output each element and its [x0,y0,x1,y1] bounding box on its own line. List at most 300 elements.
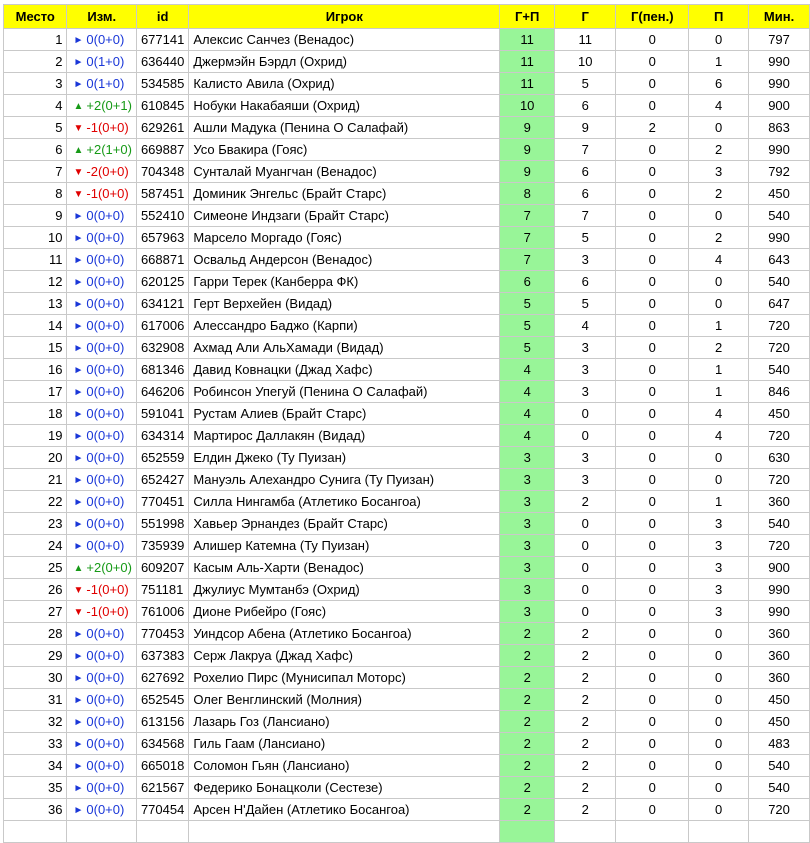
cell-goals-plus-assists[interactable]: 4 [500,381,555,403]
cell-player[interactable]: Алишер Катемна (Ту Пуизан) [189,535,500,557]
table-row[interactable] [4,337,810,359]
cell-change[interactable] [67,403,136,425]
table-row[interactable] [4,557,810,579]
cell-player[interactable]: Усо Бвакира (Гояс) [189,139,500,161]
cell-player[interactable]: Симеоне Индзаги (Брайт Старс) [189,205,500,227]
cell-player[interactable]: Доминик Энгельс (Брайт Старс) [189,183,500,205]
cell-change[interactable] [67,161,136,183]
cell-change[interactable] [67,601,136,623]
cell-assists[interactable]: 0 [689,623,749,645]
cell-minutes[interactable]: 990 [749,139,810,161]
cell-assists[interactable]: 1 [689,51,749,73]
cell-assists[interactable]: 0 [689,117,749,139]
cell-goals[interactable]: 3 [555,381,616,403]
cell-goals[interactable]: 2 [555,799,616,821]
cell-goals-plus-assists[interactable]: 2 [500,711,555,733]
cell-minutes[interactable]: 360 [749,645,810,667]
cell-place[interactable]: 1 [4,29,67,51]
cell-goals-plus-assists[interactable]: 9 [500,117,555,139]
cell-goals[interactable]: 6 [555,161,616,183]
table-row[interactable] [4,29,810,51]
cell-goals-plus-assists[interactable]: 7 [500,227,555,249]
cell-goals-plus-assists[interactable]: 3 [500,469,555,491]
cell-penalty-goals[interactable]: 0 [616,579,689,601]
table-row[interactable] [4,139,810,161]
cell-goals[interactable]: 11 [555,29,616,51]
cell-place[interactable]: 17 [4,381,67,403]
cell-place[interactable]: 30 [4,667,67,689]
cell-goals-plus-assists[interactable]: 3 [500,535,555,557]
cell-penalty-goals[interactable]: 0 [616,535,689,557]
cell-change[interactable] [67,425,136,447]
cell-minutes[interactable]: 360 [749,491,810,513]
cell-goals-plus-assists[interactable]: 7 [500,205,555,227]
cell-place[interactable]: 24 [4,535,67,557]
cell-change[interactable] [67,183,136,205]
table-row[interactable] [4,777,810,799]
cell-goals-plus-assists[interactable]: 2 [500,689,555,711]
cell-player[interactable]: Соломон Гьян (Лансиано) [189,755,500,777]
cell-change[interactable] [67,447,136,469]
cell-id[interactable]: 610845 [136,95,188,117]
cell-minutes[interactable]: 846 [749,381,810,403]
cell-change[interactable] [67,513,136,535]
cell-minutes[interactable]: 540 [749,359,810,381]
cell-player[interactable]: Джермэйн Бэрдл (Охрид) [189,51,500,73]
cell-change[interactable] [67,271,136,293]
cell-penalty-goals[interactable]: 0 [616,733,689,755]
cell-penalty-goals[interactable]: 0 [616,557,689,579]
cell-place[interactable]: 23 [4,513,67,535]
cell-goals[interactable]: 0 [555,425,616,447]
cell-change[interactable] [67,623,136,645]
cell-goals[interactable]: 6 [555,95,616,117]
cell-assists[interactable]: 3 [689,513,749,535]
cell-penalty-goals[interactable]: 0 [616,381,689,403]
cell-minutes[interactable]: 720 [749,535,810,557]
cell-change[interactable] [67,51,136,73]
cell-place[interactable]: 29 [4,645,67,667]
cell-goals[interactable]: 6 [555,271,616,293]
cell-id[interactable]: 587451 [136,183,188,205]
cell-assists[interactable]: 0 [689,755,749,777]
cell-player[interactable]: Сунталай Муангчан (Венадос) [189,161,500,183]
cell-change[interactable] [67,293,136,315]
cell-minutes[interactable]: 990 [749,51,810,73]
cell-id[interactable]: 637383 [136,645,188,667]
cell-id[interactable]: 620125 [136,271,188,293]
cell-player[interactable]: Мануэль Алехандро Сунига (Ту Пуизан) [189,469,500,491]
table-row[interactable] [4,623,810,645]
cell-place[interactable]: 19 [4,425,67,447]
cell-minutes[interactable]: 450 [749,711,810,733]
cell-player[interactable]: Джулиус Мумтанбэ (Охрид) [189,579,500,601]
cell-change[interactable] [67,755,136,777]
cell-place[interactable]: 26 [4,579,67,601]
table-row[interactable] [4,161,810,183]
cell-penalty-goals[interactable]: 0 [616,403,689,425]
cell-player[interactable]: Рохелио Пирс (Мунисипал Моторс) [189,667,500,689]
cell-place[interactable]: 22 [4,491,67,513]
table-row[interactable] [4,601,810,623]
cell-id[interactable]: 591041 [136,403,188,425]
cell-change[interactable] [67,535,136,557]
cell-place[interactable]: 35 [4,777,67,799]
cell-goals-plus-assists[interactable]: 2 [500,755,555,777]
cell-minutes[interactable]: 647 [749,293,810,315]
cell-penalty-goals[interactable]: 0 [616,161,689,183]
cell-minutes[interactable]: 360 [749,667,810,689]
cell-place[interactable]: 8 [4,183,67,205]
cell-change[interactable] [67,469,136,491]
cell-goals-plus-assists[interactable]: 5 [500,293,555,315]
cell-player[interactable]: Алексис Санчез (Венадос) [189,29,500,51]
cell-id[interactable]: 617006 [136,315,188,337]
cell-goals[interactable]: 2 [555,689,616,711]
cell-goals-plus-assists[interactable]: 3 [500,579,555,601]
cell-id[interactable]: 751181 [136,579,188,601]
cell-place[interactable]: 18 [4,403,67,425]
cell-change[interactable] [67,579,136,601]
cell-assists[interactable]: 6 [689,73,749,95]
table-row[interactable] [4,579,810,601]
cell-player[interactable]: Гарри Терек (Канберра ФК) [189,271,500,293]
cell-penalty-goals[interactable]: 0 [616,73,689,95]
cell-place[interactable]: 11 [4,249,67,271]
cell-goals[interactable]: 2 [555,645,616,667]
cell-goals[interactable]: 2 [555,733,616,755]
cell-penalty-goals[interactable]: 0 [616,315,689,337]
cell-assists[interactable]: 2 [689,139,749,161]
cell-minutes[interactable]: 990 [749,227,810,249]
cell-change[interactable] [67,557,136,579]
cell-goals[interactable]: 2 [555,623,616,645]
cell-penalty-goals[interactable]: 0 [616,711,689,733]
cell-change[interactable] [67,227,136,249]
cell-assists[interactable]: 0 [689,645,749,667]
cell-minutes[interactable]: 540 [749,777,810,799]
cell-change[interactable] [67,689,136,711]
cell-change[interactable] [67,315,136,337]
cell-minutes[interactable]: 720 [749,425,810,447]
cell-place[interactable]: 28 [4,623,67,645]
cell-goals[interactable]: 2 [555,711,616,733]
cell-change[interactable] [67,249,136,271]
col-header-change[interactable]: Изм. [67,5,136,29]
cell-penalty-goals[interactable]: 0 [616,271,689,293]
cell-goals[interactable]: 2 [555,667,616,689]
cell-goals-plus-assists[interactable]: 4 [500,359,555,381]
cell-assists[interactable]: 0 [689,733,749,755]
cell-goals[interactable]: 7 [555,205,616,227]
cell-penalty-goals[interactable]: 0 [616,667,689,689]
cell-player[interactable]: Мартирос Даллакян (Видад) [189,425,500,447]
cell-id[interactable]: 551998 [136,513,188,535]
cell-penalty-goals[interactable]: 0 [616,623,689,645]
cell-minutes[interactable]: 720 [749,315,810,337]
col-header-assists[interactable]: П [689,5,749,29]
cell-goals[interactable]: 5 [555,227,616,249]
cell-assists[interactable]: 3 [689,557,749,579]
cell-id[interactable]: 669887 [136,139,188,161]
cell-place[interactable]: 21 [4,469,67,491]
cell-id[interactable]: 761006 [136,601,188,623]
cell-penalty-goals[interactable]: 0 [616,183,689,205]
col-header-goals[interactable]: Г [555,5,616,29]
cell-player[interactable]: Серж Лакруа (Джад Хафс) [189,645,500,667]
cell-place[interactable]: 2 [4,51,67,73]
cell-penalty-goals[interactable]: 0 [616,645,689,667]
cell-minutes[interactable]: 450 [749,183,810,205]
cell-minutes[interactable]: 630 [749,447,810,469]
cell-place[interactable]: 13 [4,293,67,315]
cell-minutes[interactable]: 900 [749,557,810,579]
cell-assists[interactable]: 4 [689,249,749,271]
cell-penalty-goals[interactable]: 0 [616,689,689,711]
cell-place[interactable]: 27 [4,601,67,623]
col-header-minutes[interactable]: Мин. [749,5,810,29]
table-row[interactable] [4,381,810,403]
table-row[interactable] [4,315,810,337]
cell-penalty-goals[interactable]: 0 [616,95,689,117]
cell-place[interactable]: 15 [4,337,67,359]
cell-minutes[interactable]: 540 [749,205,810,227]
cell-player[interactable]: Калисто Авила (Охрид) [189,73,500,95]
cell-place[interactable]: 14 [4,315,67,337]
cell-id[interactable]: 770454 [136,799,188,821]
cell-place[interactable]: 6 [4,139,67,161]
cell-goals-plus-assists[interactable]: 2 [500,623,555,645]
cell-penalty-goals[interactable]: 2 [616,117,689,139]
cell-assists[interactable]: 0 [689,469,749,491]
table-row[interactable] [4,447,810,469]
cell-goals-plus-assists[interactable]: 3 [500,447,555,469]
col-header-penalty-goals[interactable]: Г(пен.) [616,5,689,29]
cell-minutes[interactable]: 720 [749,337,810,359]
table-row[interactable] [4,403,810,425]
cell-player[interactable]: Ахмад Али АльХамади (Видад) [189,337,500,359]
cell-change[interactable] [67,73,136,95]
cell-assists[interactable]: 0 [689,293,749,315]
table-row[interactable] [4,227,810,249]
cell-id[interactable]: 652427 [136,469,188,491]
cell-minutes[interactable]: 483 [749,733,810,755]
cell-player[interactable]: Нобуки Накабаяши (Охрид) [189,95,500,117]
cell-id[interactable]: 668871 [136,249,188,271]
cell-change[interactable] [67,381,136,403]
cell-place[interactable]: 36 [4,799,67,821]
cell-assists[interactable]: 0 [689,711,749,733]
cell-place[interactable]: 9 [4,205,67,227]
table-row[interactable] [4,711,810,733]
cell-penalty-goals[interactable]: 0 [616,755,689,777]
cell-goals-plus-assists[interactable]: 2 [500,667,555,689]
cell-assists[interactable]: 4 [689,403,749,425]
table-row[interactable] [4,73,810,95]
cell-id[interactable]: 652559 [136,447,188,469]
cell-minutes[interactable]: 792 [749,161,810,183]
cell-minutes[interactable]: 720 [749,799,810,821]
cell-goals[interactable]: 9 [555,117,616,139]
cell-assists[interactable]: 0 [689,205,749,227]
cell-id[interactable]: 646206 [136,381,188,403]
cell-id[interactable]: 552410 [136,205,188,227]
cell-minutes[interactable]: 797 [749,29,810,51]
cell-change[interactable] [67,711,136,733]
cell-player[interactable]: Елдин Джеко (Ту Пуизан) [189,447,500,469]
cell-goals[interactable]: 2 [555,777,616,799]
cell-goals-plus-assists[interactable]: 4 [500,425,555,447]
cell-minutes[interactable]: 863 [749,117,810,139]
cell-player[interactable]: Алессандро Баджо (Карпи) [189,315,500,337]
cell-player[interactable]: Касым Аль-Харти (Венадос) [189,557,500,579]
cell-minutes[interactable]: 450 [749,689,810,711]
cell-penalty-goals[interactable]: 0 [616,337,689,359]
table-row[interactable] [4,513,810,535]
table-row[interactable] [4,535,810,557]
cell-id[interactable]: 677141 [136,29,188,51]
cell-player[interactable]: Арсен Н'Дайен (Атлетико Босангоа) [189,799,500,821]
table-row[interactable] [4,491,810,513]
cell-goals[interactable]: 7 [555,139,616,161]
cell-id[interactable]: 621567 [136,777,188,799]
cell-change[interactable] [67,337,136,359]
col-header-player[interactable]: Игрок [189,5,500,29]
cell-change[interactable] [67,205,136,227]
cell-goals-plus-assists[interactable]: 11 [500,51,555,73]
cell-penalty-goals[interactable]: 0 [616,425,689,447]
cell-goals-plus-assists[interactable]: 11 [500,29,555,51]
cell-id[interactable]: 632908 [136,337,188,359]
cell-assists[interactable]: 2 [689,337,749,359]
cell-change[interactable] [67,95,136,117]
cell-assists[interactable]: 2 [689,183,749,205]
cell-penalty-goals[interactable]: 0 [616,777,689,799]
cell-penalty-goals[interactable]: 0 [616,293,689,315]
cell-penalty-goals[interactable]: 0 [616,601,689,623]
cell-place[interactable]: 7 [4,161,67,183]
table-row[interactable] [4,51,810,73]
cell-penalty-goals[interactable]: 0 [616,249,689,271]
cell-assists[interactable]: 2 [689,227,749,249]
cell-minutes[interactable]: 450 [749,403,810,425]
cell-place[interactable]: 16 [4,359,67,381]
cell-id[interactable]: 627692 [136,667,188,689]
cell-assists[interactable]: 0 [689,777,749,799]
table-row[interactable] [4,95,810,117]
cell-change[interactable] [67,733,136,755]
cell-minutes[interactable]: 990 [749,601,810,623]
cell-penalty-goals[interactable]: 0 [616,469,689,491]
cell-player[interactable]: Рустам Алиев (Брайт Старс) [189,403,500,425]
cell-goals[interactable]: 6 [555,183,616,205]
cell-penalty-goals[interactable]: 0 [616,205,689,227]
cell-player[interactable]: Освальд Андерсон (Венадос) [189,249,500,271]
cell-id[interactable]: 735939 [136,535,188,557]
cell-id[interactable]: 613156 [136,711,188,733]
cell-penalty-goals[interactable]: 0 [616,227,689,249]
table-row[interactable] [4,117,810,139]
table-row[interactable] [4,469,810,491]
cell-assists[interactable]: 4 [689,425,749,447]
table-row[interactable] [4,667,810,689]
cell-minutes[interactable]: 900 [749,95,810,117]
cell-id[interactable]: 534585 [136,73,188,95]
cell-goals[interactable]: 2 [555,491,616,513]
cell-goals[interactable]: 0 [555,601,616,623]
cell-id[interactable]: 704348 [136,161,188,183]
cell-minutes[interactable]: 540 [749,755,810,777]
cell-goals-plus-assists[interactable]: 7 [500,249,555,271]
table-row[interactable] [4,271,810,293]
cell-goals[interactable]: 5 [555,73,616,95]
cell-penalty-goals[interactable]: 0 [616,359,689,381]
cell-goals-plus-assists[interactable]: 2 [500,645,555,667]
cell-place[interactable]: 33 [4,733,67,755]
cell-place[interactable]: 10 [4,227,67,249]
cell-player[interactable]: Лазарь Гоз (Лансиано) [189,711,500,733]
cell-goals-plus-assists[interactable]: 5 [500,315,555,337]
cell-change[interactable] [67,117,136,139]
cell-penalty-goals[interactable]: 0 [616,139,689,161]
cell-id[interactable]: 634121 [136,293,188,315]
cell-goals[interactable]: 2 [555,755,616,777]
cell-player[interactable]: Давид Ковнацки (Джад Хафс) [189,359,500,381]
cell-player[interactable]: Дионе Рибейро (Гояс) [189,601,500,623]
cell-goals-plus-assists[interactable]: 9 [500,139,555,161]
cell-minutes[interactable]: 360 [749,623,810,645]
cell-id[interactable]: 681346 [136,359,188,381]
cell-penalty-goals[interactable]: 0 [616,51,689,73]
cell-player[interactable]: Силла Нингамба (Атлетико Босангоа) [189,491,500,513]
cell-player[interactable]: Олег Венглинский (Молния) [189,689,500,711]
cell-goals-plus-assists[interactable]: 2 [500,777,555,799]
cell-goals-plus-assists[interactable]: 3 [500,601,555,623]
col-header-goals-plus-assists[interactable]: Г+П [500,5,555,29]
table-row[interactable] [4,293,810,315]
cell-goals[interactable]: 3 [555,249,616,271]
cell-assists[interactable]: 3 [689,161,749,183]
cell-id[interactable]: 629261 [136,117,188,139]
cell-player[interactable]: Робинсон Упегуй (Пенина О Салафай) [189,381,500,403]
table-row[interactable] [4,733,810,755]
cell-change[interactable] [67,29,136,51]
cell-place[interactable]: 3 [4,73,67,95]
cell-penalty-goals[interactable]: 0 [616,491,689,513]
cell-player[interactable]: Марсело Моргадо (Гояс) [189,227,500,249]
cell-goals-plus-assists[interactable]: 2 [500,733,555,755]
cell-assists[interactable]: 3 [689,579,749,601]
table-row[interactable] [4,799,810,821]
cell-place[interactable]: 31 [4,689,67,711]
cell-place[interactable]: 5 [4,117,67,139]
cell-place[interactable]: 32 [4,711,67,733]
cell-assists[interactable]: 3 [689,535,749,557]
cell-minutes[interactable]: 990 [749,579,810,601]
cell-place[interactable]: 25 [4,557,67,579]
cell-goals-plus-assists[interactable]: 4 [500,403,555,425]
cell-minutes[interactable]: 643 [749,249,810,271]
cell-goals-plus-assists[interactable]: 2 [500,799,555,821]
cell-player[interactable]: Федерико Бонацколи (Сестезе) [189,777,500,799]
cell-change[interactable] [67,799,136,821]
cell-id[interactable]: 770453 [136,623,188,645]
cell-id[interactable]: 770451 [136,491,188,513]
cell-player[interactable]: Ашли Мадука (Пенина О Салафай) [189,117,500,139]
cell-id[interactable]: 634314 [136,425,188,447]
table-row[interactable] [4,645,810,667]
cell-assists[interactable]: 4 [689,95,749,117]
